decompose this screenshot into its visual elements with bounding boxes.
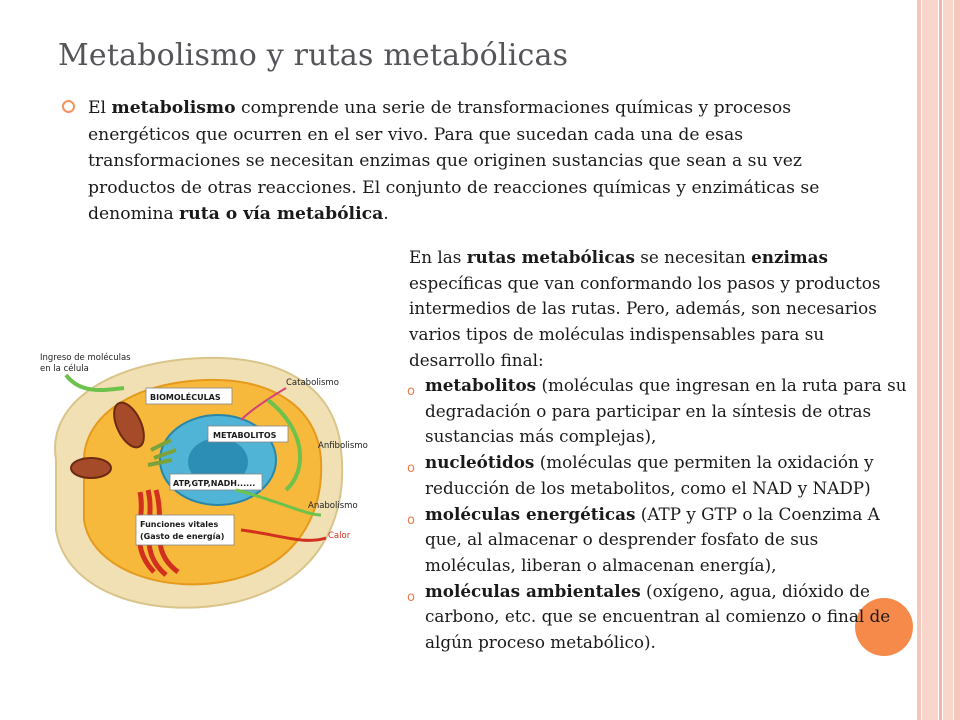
catabolismo-label: Catabolismo bbox=[286, 378, 339, 388]
anabolismo-label: Anabolismo bbox=[308, 501, 358, 511]
intro-text-3: . bbox=[383, 204, 389, 224]
list-item-text: (moléculas que ingresan en la ruta para su degradación o para participar en la síntesis de otras sustancias más complejas), bbox=[425, 375, 907, 447]
decorative-stripe bbox=[922, 0, 938, 720]
biomoleculas-label: BIOMOLÉCULAS bbox=[150, 393, 221, 402]
list-item-term: nucleótidos bbox=[425, 452, 535, 473]
bullet-circle-icon bbox=[62, 100, 75, 113]
cell-metabolism-figure bbox=[36, 340, 376, 615]
para2-text-3: específicas que van conformando los pasos y productos intermedios de las rutas. Pero, además, son necesarios varios tipos de moléculas indispensables para su desarrollo final: bbox=[409, 272, 881, 370]
para2-text-1: En las bbox=[409, 247, 467, 267]
list-item bbox=[407, 502, 907, 579]
ingreso-label-2: en la célula bbox=[40, 364, 89, 374]
intro-text-2: comprende una serie de transformaciones químicas y procesos energéticos que ocurren en el ser vivo. Para que sucedan cada una de esas transformaciones se necesitan enzimas que originen sustancias que sean a su vez productos de otras reacciones. El conjunto de reacciones químicas y enzimáticas se denomina bbox=[88, 98, 820, 224]
list-item-term: metabolitos bbox=[425, 375, 537, 395]
molecule-types-list bbox=[407, 373, 907, 656]
intro-bold-metabolismo: metabolismo bbox=[111, 98, 236, 118]
list-item bbox=[407, 373, 907, 450]
list-marker-icon: o bbox=[407, 461, 415, 477]
funciones-label-1: Funciones vitales bbox=[140, 520, 219, 529]
para2-bold-rutas: rutas metabólicas bbox=[466, 247, 635, 267]
list-item-term: moléculas ambientales bbox=[425, 580, 641, 601]
list-marker-icon: o bbox=[407, 589, 415, 605]
ingreso-label-1: Ingreso de moléculas bbox=[40, 353, 131, 363]
decorative-stripe bbox=[917, 0, 921, 720]
list-marker-icon: o bbox=[407, 512, 415, 528]
intro-text-1: El bbox=[88, 98, 112, 118]
para2-bold-enzimas: enzimas bbox=[751, 247, 828, 267]
anfibolismo-label: Anfibolismo bbox=[318, 441, 368, 451]
rutas-paragraph bbox=[409, 245, 909, 374]
list-item-text: (moléculas que permiten la oxidación y reducción de los metabolitos, como el NAD y NADP) bbox=[425, 452, 874, 498]
slide-title: Metabolismo y rutas metabólicas bbox=[58, 38, 569, 73]
list-item bbox=[407, 579, 907, 656]
list-item-text: (ATP y GTP o la Coenzima A que, al almacenar o desprender fosfato de sus moléculas, liberan o almacenan energía), bbox=[425, 503, 880, 575]
funciones-label-2: (Gasto de energía) bbox=[140, 532, 225, 541]
para2-text-2: se necesitan bbox=[634, 247, 752, 267]
list-item bbox=[407, 450, 907, 501]
list-item-term: moléculas energéticas bbox=[425, 503, 636, 524]
mitochondrion bbox=[71, 458, 111, 478]
list-marker-icon: o bbox=[407, 384, 415, 399]
list-item-text: (oxígeno, agua, dióxido de carbono, etc. que se encuentran al comienzo o final de algún proceso metabólico). bbox=[425, 580, 891, 653]
atp-label: ATP,GTP,NADH...... bbox=[173, 479, 256, 488]
decorative-stripe bbox=[943, 0, 953, 720]
intro-bold-ruta: ruta o vía metabólica bbox=[179, 204, 384, 224]
decorative-stripe bbox=[939, 0, 942, 720]
calor-label: Calor bbox=[328, 531, 351, 541]
intro-paragraph bbox=[88, 95, 858, 228]
decorative-stripe bbox=[954, 0, 960, 720]
metabolitos-label: METABOLITOS bbox=[213, 431, 277, 440]
